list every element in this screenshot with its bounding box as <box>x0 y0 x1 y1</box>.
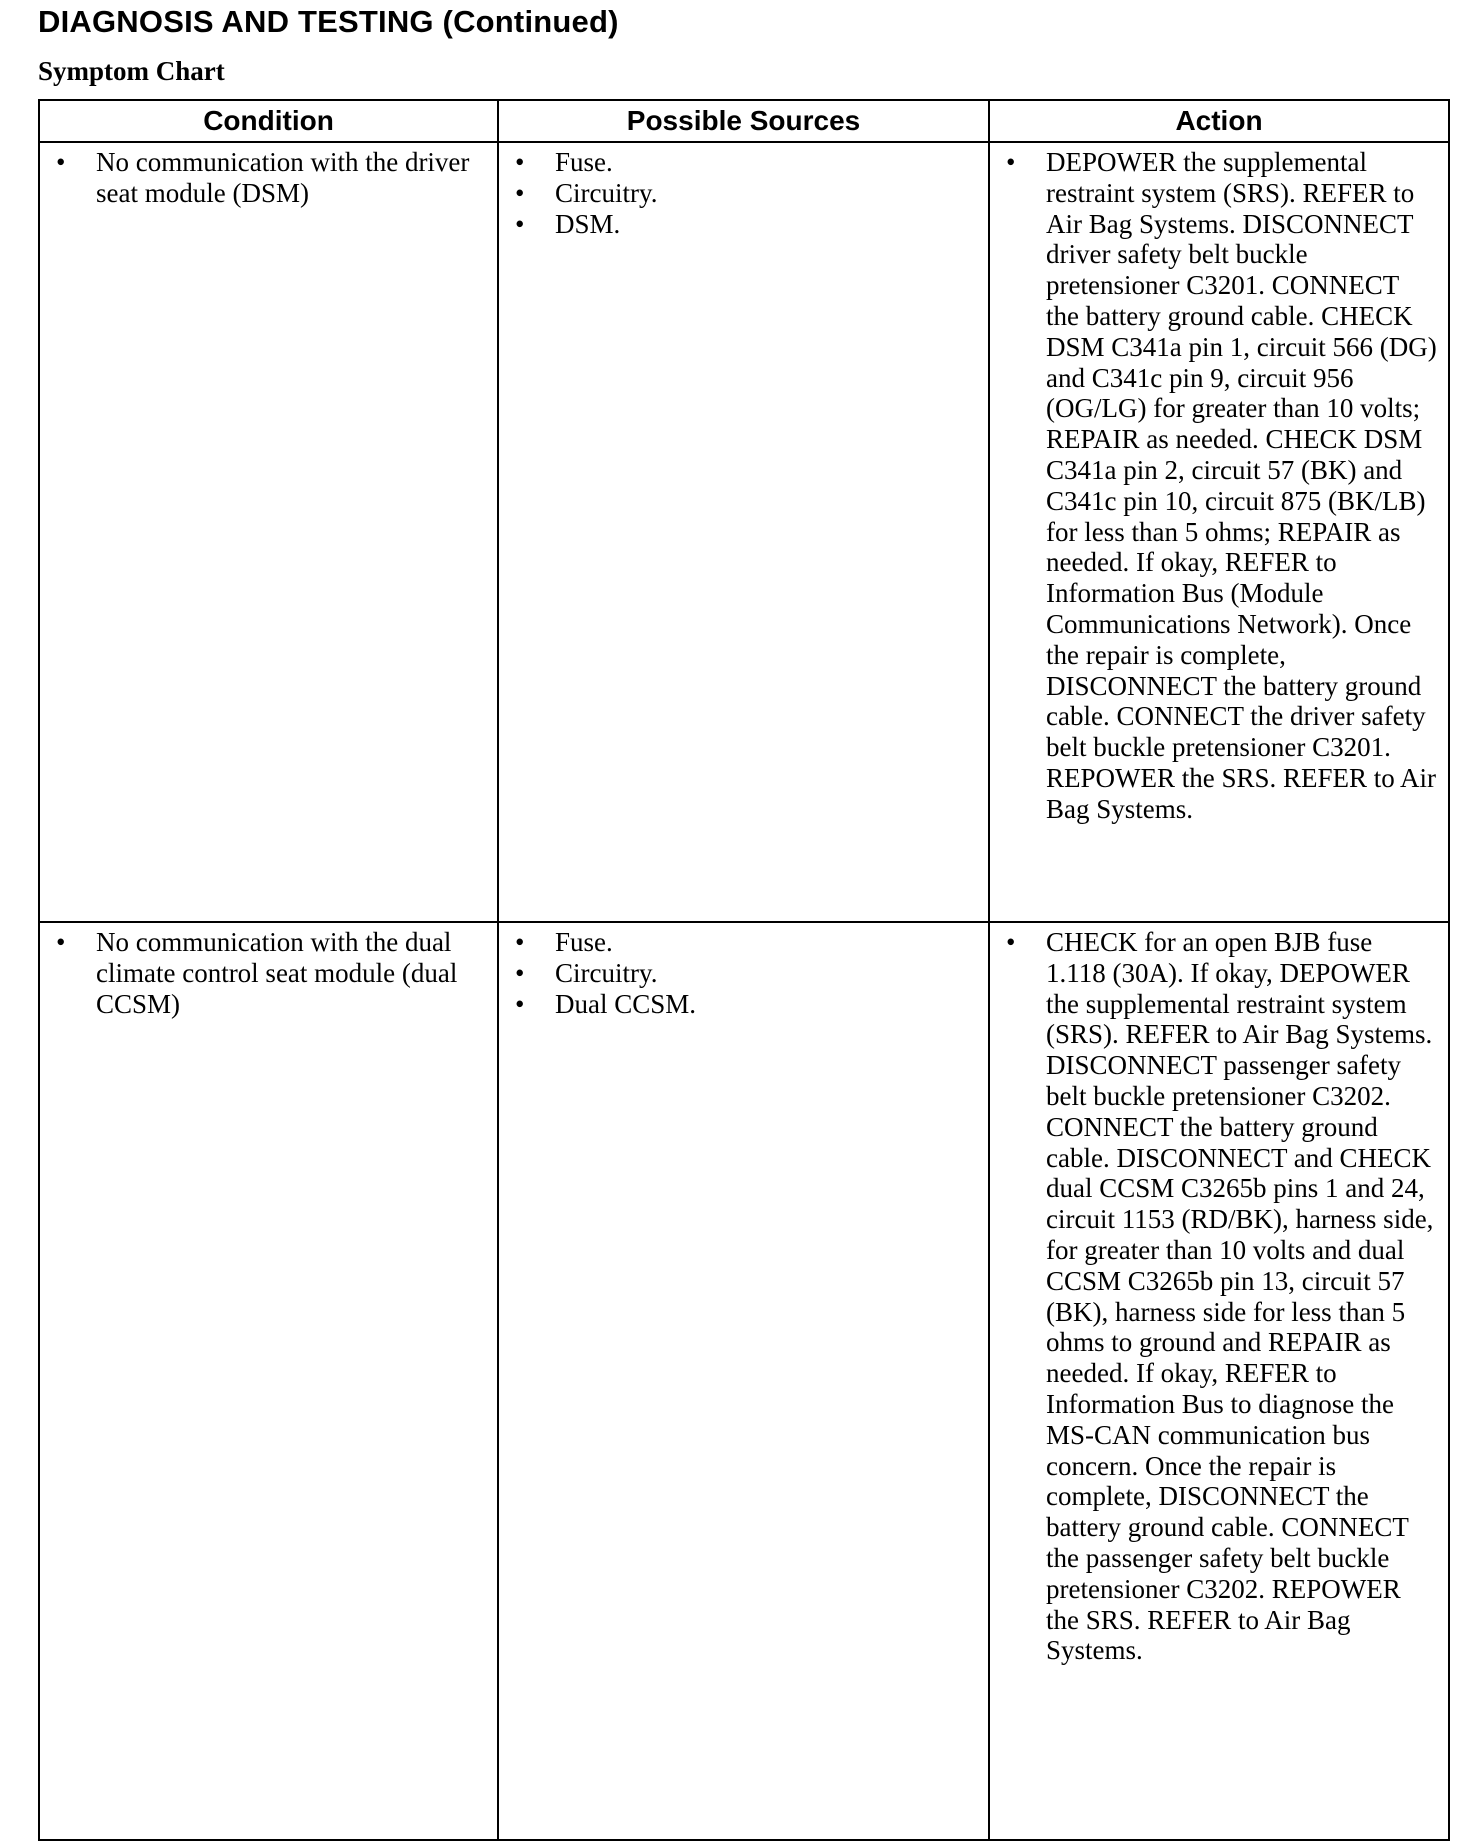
condition-text: • No communication with the dual climate control seat module (dual CCSM) <box>50 927 487 1019</box>
column-header-action: Action <box>989 100 1449 142</box>
sources-cell <box>498 142 989 922</box>
source-item: • Circuitry. <box>509 958 978 989</box>
condition-cell <box>39 142 498 922</box>
source-item: • Fuse. <box>509 927 978 958</box>
table-header-row <box>39 100 1449 142</box>
action-text: • DEPOWER the supplemental restraint system (SRS). REFER to Air Bag Systems. DISCONNECT driver safety belt buckle pretensioner C3201. CONNECT the battery ground cable. CHECK DSM C341a pin 1, circuit 566 (DG) and C341c pin 9, circuit 956 (OG/LG) for greater than 10 volts; REPAIR as needed. CHECK DSM C341a pin 2, circuit 57 (BK) and C341c pin 10, circuit 875 (BK/LB) for less than 5 ohms; REPAIR as needed. If okay, REFER to Information Bus (Module Communications Network). Once the repair is complete, DISCONNECT the battery ground cable. CONNECT the driver safety belt buckle pretensioner C3201. REPOWER the SRS. REFER to Air Bag Systems. <box>1000 147 1438 825</box>
column-header-condition: Condition <box>39 100 498 142</box>
symptom-chart-table <box>38 99 1450 1841</box>
condition-cell <box>39 922 498 1840</box>
action-cell <box>989 922 1449 1840</box>
section-title: DIAGNOSIS AND TESTING (Continued) <box>38 4 619 39</box>
action-cell <box>989 142 1449 922</box>
sources-cell <box>498 922 989 1840</box>
condition-text: • No communication with the driver seat module (DSM) <box>50 147 487 209</box>
action-text: • CHECK for an open BJB fuse 1.118 (30A). If okay, DEPOWER the supplemental restraint system (SRS). REFER to Air Bag Systems. DISCONNECT passenger safety belt buckle pretensioner C3202. CONNECT the battery ground cable. DISCONNECT and CHECK dual CCSM C3265b pins 1 and 24, circuit 1153 (RD/BK), harness side, for greater than 10 volts and dual CCSM C3265b pin 13, circuit 57 (BK), harness side for less than 5 ohms to ground and REPAIR as needed. If okay, REFER to Information Bus to diagnose the MS-CAN communication bus concern. Once the repair is complete, DISCONNECT the battery ground cable. CONNECT the passenger safety belt buckle pretensioner C3202. REPOWER the SRS. REFER to Air Bag Systems. <box>1000 927 1438 1666</box>
table-row <box>39 922 1449 1840</box>
source-item: • Fuse. <box>509 147 978 178</box>
source-item: • Dual CCSM. <box>509 989 978 1020</box>
column-header-possible-sources: Possible Sources <box>498 100 989 142</box>
source-item: • DSM. <box>509 209 978 240</box>
table-row <box>39 142 1449 922</box>
chart-title: Symptom Chart <box>38 56 225 86</box>
source-item: • Circuitry. <box>509 178 978 209</box>
